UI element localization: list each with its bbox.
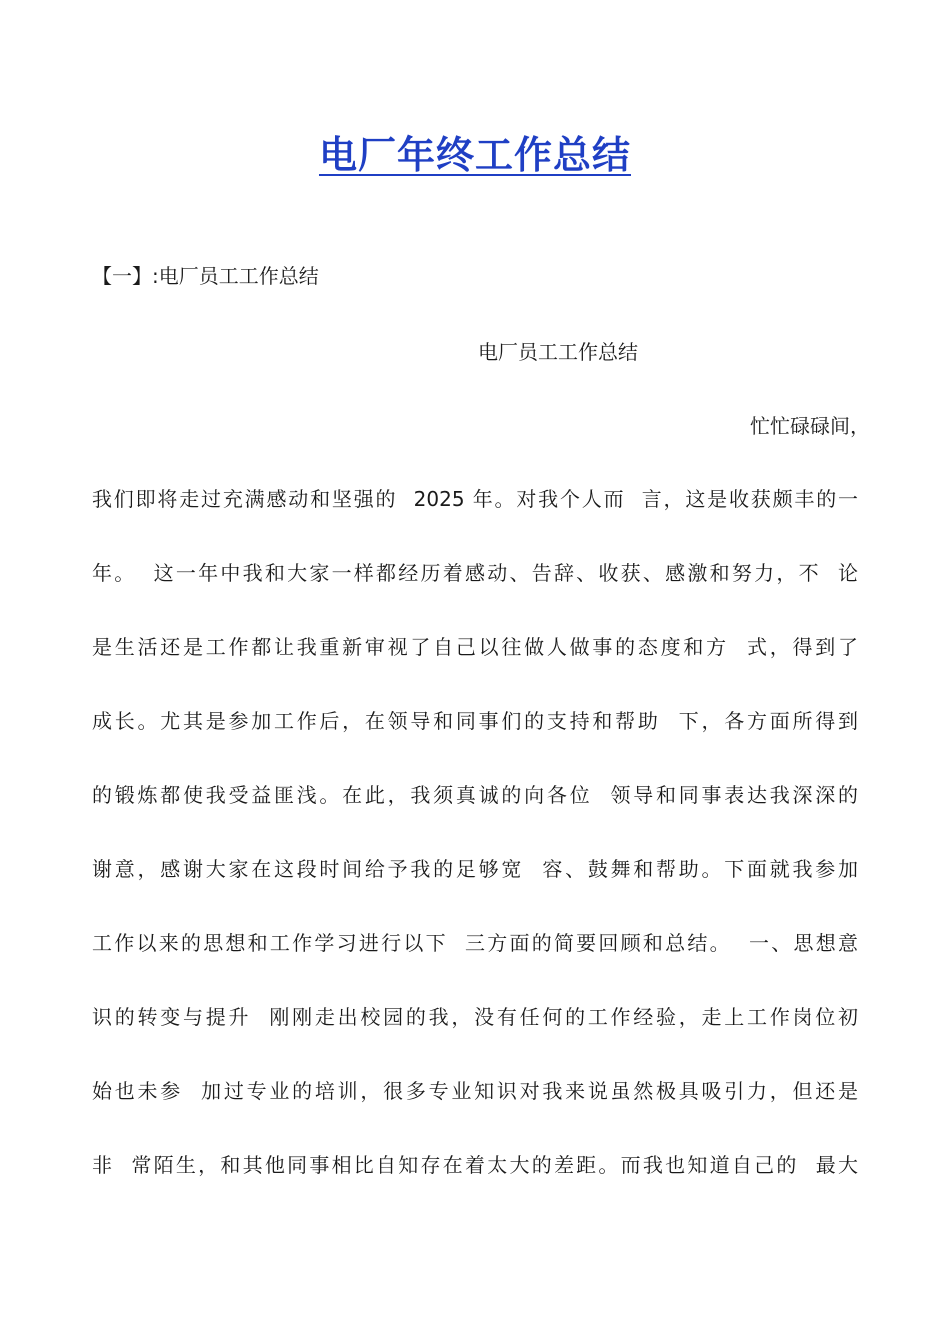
body-line: 是生活还是工作都让我重新审视了自己以往做人做事的态度和方 式，得到了 <box>92 635 858 659</box>
body-paragraph <box>92 484 858 1224</box>
section-subtitle: 电厂员工工作总结 <box>478 340 638 364</box>
body-line: 始也未参 加过专业的培训，很多专业知识对我来说虽然极具吸引力，但还是 <box>92 1079 858 1103</box>
opening-line: 忙忙碌碌间， <box>750 414 870 438</box>
body-line: 年。 这一年中我和大家一样都经历着感动、告辞、收获、感激和努力，不 论 <box>92 561 858 585</box>
body-line: 的锻炼都使我受益匪浅。在此，我须真诚的向各位 领导和同事表达我深深的 <box>92 783 858 807</box>
section-heading: 【一】:电厂员工工作总结 <box>92 264 319 288</box>
body-line: 工作以来的思想和工作学习进行以下 三方面的简要回顾和总结。 一、思想意 <box>92 931 858 955</box>
body-line: 非 常陌生，和其他同事相比自知存在着太大的差距。而我也知道自己的 最大 <box>92 1153 858 1177</box>
body-line: 识的转变与提升 刚刚走出校园的我，没有任何的工作经验，走上工作岗位初 <box>92 1005 858 1029</box>
body-line: 谢意，感谢大家在这段时间给予我的足够宽 容、鼓舞和帮助。下面就我参加 <box>92 857 858 881</box>
document-title: 电厂年终工作总结 <box>318 133 631 177</box>
body-line: 我们即将走过充满感动和坚强的 2025 年。对我个人而 言，这是收获颇丰的一 <box>92 487 858 511</box>
body-line: 成长。尤其是参加工作后，在领导和同事们的支持和帮助 下，各方面所得到 <box>92 709 858 733</box>
